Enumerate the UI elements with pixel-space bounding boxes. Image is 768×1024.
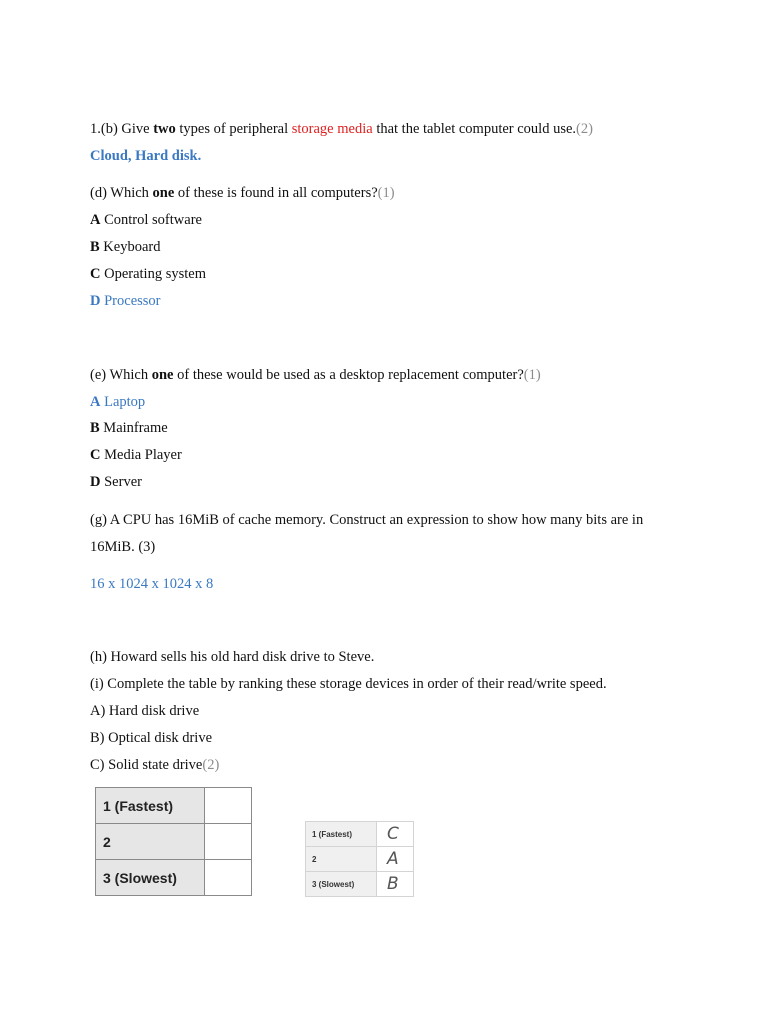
option-text: Processor [100,293,161,309]
question-1e-emphasis: one [151,367,174,383]
question-1d-suffix: of these is found in all computers? [174,185,378,201]
option-text: Mainframe [99,420,168,436]
table-row [306,872,414,897]
option-letter: B [90,420,100,436]
rank-answer: A [377,847,414,872]
ranking-table [95,787,252,896]
option-text: Keyboard [99,239,161,255]
answer-1g: 16 x 1024 x 1024 x 8 [90,576,214,592]
rank-answer: B [377,872,414,897]
option-letter: C [90,447,101,463]
question-1h-sub: (i) Complete the table by ranking these storage devices in order of their read/write speed. [90,676,607,692]
option-letter: A [90,212,101,228]
answered-ranking-table [305,821,414,897]
question-1g-line2: 16MiB. (3) [90,539,156,555]
rank-label: 1 (Fastest) [96,788,205,824]
table-row [306,847,414,872]
question-1d-emphasis: one [152,185,175,201]
question-1b-prefix: 1.(b) Give [90,121,154,137]
question-1b-middle: types of peripheral [175,121,292,137]
rank-answer-cell[interactable] [205,860,252,896]
rank-label: 3 (Slowest) [306,872,377,897]
rank-label: 3 (Slowest) [96,860,205,896]
option-letter: D [90,474,101,490]
question-1d [90,184,395,202]
rank-answer: C [377,822,414,847]
rank-label: 1 (Fastest) [306,822,377,847]
option-1h-a: A) Hard disk drive [90,703,200,719]
option-1e-d [90,473,142,491]
question-1d-marks: (1) [377,185,395,201]
option-letter: A [90,394,101,410]
question-1d-prefix: (d) Which [90,185,153,201]
question-1g-line1: (g) A CPU has 16MiB of cache memory. Construct an expression to show how many bits are in [90,512,644,528]
question-1b-marks: (2) [576,121,593,137]
option-1d-a [90,211,202,229]
option-1h-c [90,756,219,774]
option-1d-b [90,238,160,256]
rank-label: 2 [96,824,205,860]
answer-1b: Cloud, Hard disk. [90,148,202,164]
option-letter: D [90,293,101,309]
question-1e-marks: (1) [523,367,541,383]
table-row [96,788,252,824]
option-text: Media Player [100,447,182,463]
question-1e [90,366,541,384]
option-1e-c [90,446,182,464]
option-text: Server [100,474,142,490]
question-1b-suffix: that the tablet computer could use. [372,121,577,137]
option-1e-b [90,419,168,437]
option-1h-b: B) Optical disk drive [90,730,213,746]
question-1e-suffix: of these would be used as a desktop replacement computer? [173,367,524,383]
option-text: Control software [100,212,202,228]
option-text: C) Solid state drive [90,757,203,773]
option-letter: B [90,239,100,255]
option-text: Laptop [100,394,146,410]
option-letter: C [90,266,101,282]
option-1d-d-answer [90,292,161,310]
option-1e-a-answer [90,393,145,411]
table-row [96,824,252,860]
table-row [96,860,252,896]
option-text: Operating system [100,266,206,282]
rank-answer-cell[interactable] [205,788,252,824]
rank-answer-cell[interactable] [205,824,252,860]
question-1b-emphasis: two [153,121,176,137]
question-1e-prefix: (e) Which [90,367,152,383]
question-1b-highlight: storage media [291,121,373,137]
option-1d-c [90,265,206,283]
rank-label: 2 [306,847,377,872]
question-1b [90,120,593,138]
table-row [306,822,414,847]
question-1h-marks: (2) [202,757,220,773]
question-1h-intro: (h) Howard sells his old hard disk drive to Steve. [90,649,375,665]
